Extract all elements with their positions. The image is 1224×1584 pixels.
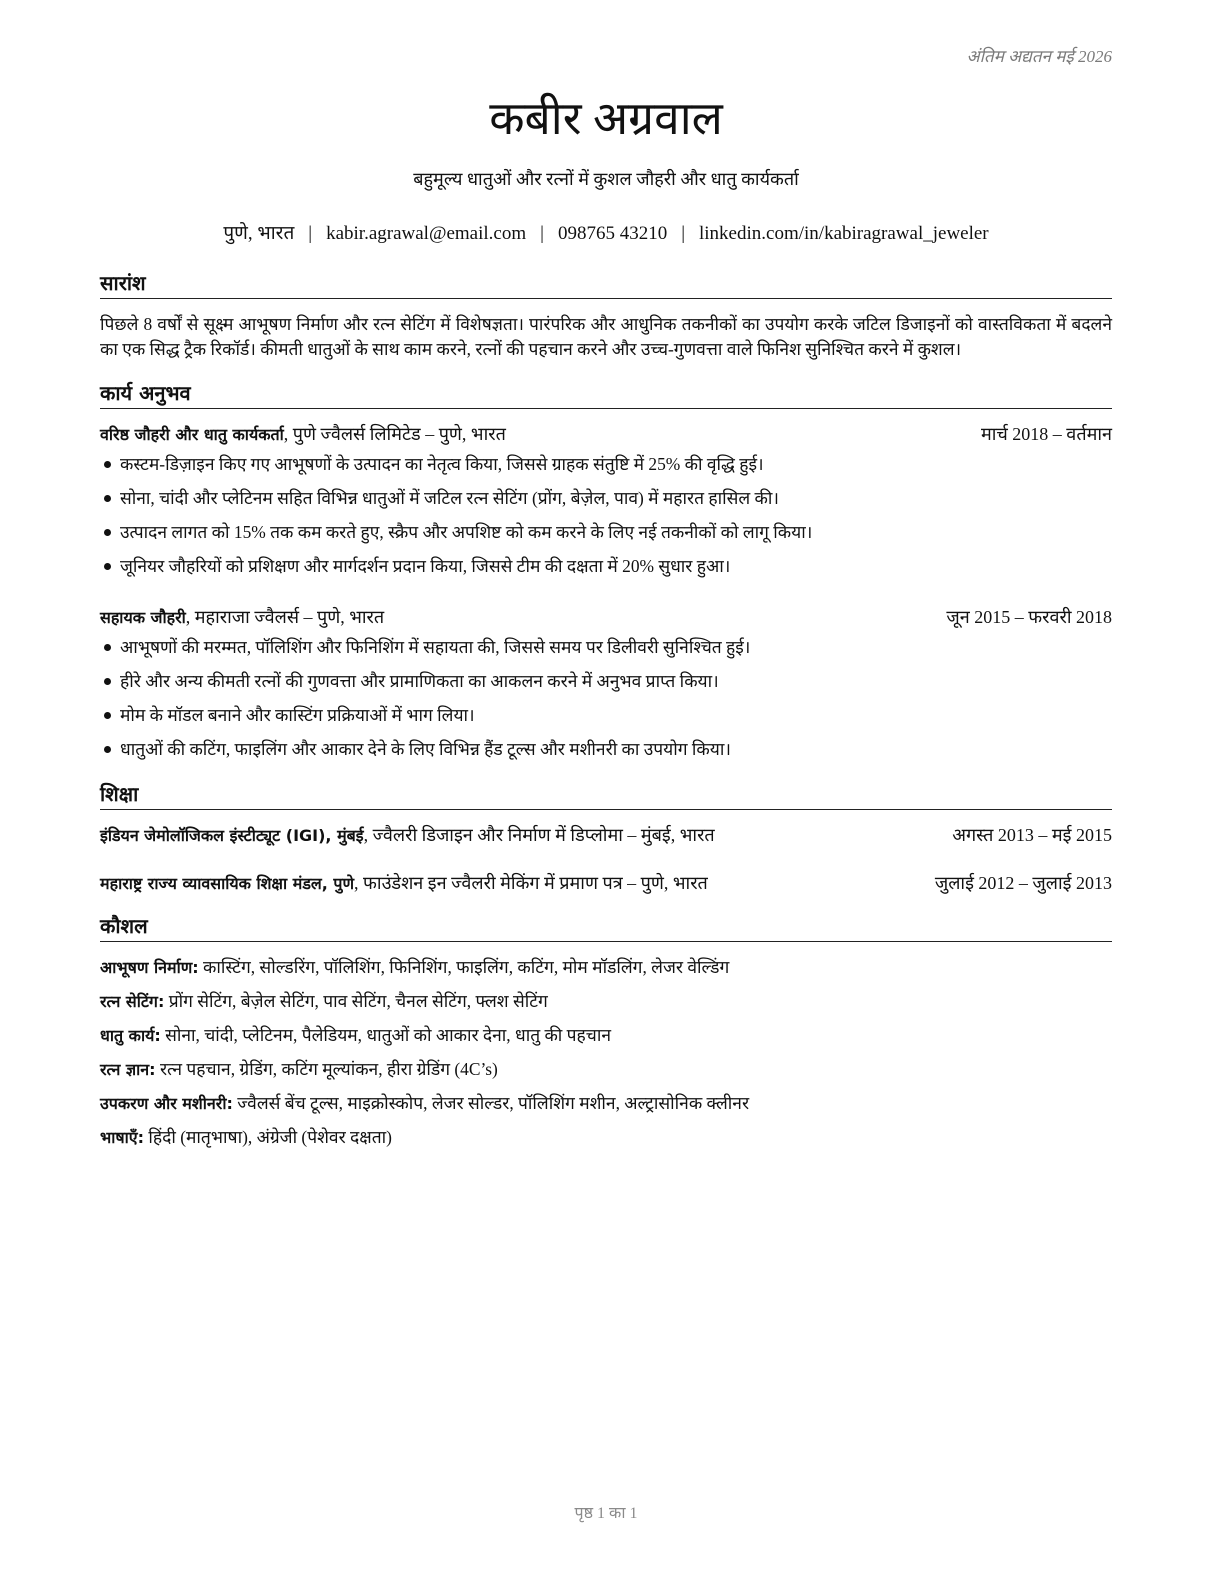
job-bullets: [100, 452, 1112, 588]
contact-separator: |: [681, 223, 685, 244]
education-line: [100, 871, 708, 896]
job-bullet: कस्टम-डिज़ाइन किए गए आभूषणों के उत्पादन का नेतृत्व किया, जिससे ग्राहक संतुष्टि में 25% की वृद्धि हुई।: [100, 452, 1112, 486]
education-line: [100, 823, 715, 848]
skill-row: [100, 1023, 1112, 1057]
skill-value: प्रोंग सेटिंग, बेज़ेल सेटिंग, पाव सेटिंग, चैनल सेटिंग, फ्लश सेटिंग: [164, 991, 548, 1011]
skill-value: सोना, चांदी, प्लेटिनम, पैलेडियम, धातुओं को आकार देना, धातु की पहचान: [160, 1025, 611, 1045]
education-entry: [100, 823, 1112, 848]
skill-label: भाषाएँ:: [100, 1128, 145, 1147]
skill-row: [100, 1057, 1112, 1091]
job-dates: मार्च 2018 – वर्तमान: [980, 424, 1112, 444]
contact-linkedin[interactable]: linkedin.com/in/kabiragrawal_jeweler: [699, 223, 989, 244]
skill-row: [100, 955, 1112, 989]
job-title: सहायक जौहरी: [100, 608, 186, 627]
education-institution: इंडियन जेमोलॉजिकल इंस्टीट्यूट (IGI), मुंबई: [100, 826, 364, 845]
skill-value: रत्न पहचान, ग्रेडिंग, कटिंग मूल्यांकन, हीरा ग्रेडिंग (4C’s): [155, 1059, 498, 1079]
skill-row: [100, 1091, 1112, 1125]
education-dates: जुलाई 2012 – जुलाई 2013: [934, 873, 1112, 893]
contact-separator: |: [540, 223, 544, 244]
job-bullets: [100, 635, 1112, 771]
job-bullet: मोम के मॉडल बनाने और कास्टिंग प्रक्रियाओं में भाग लिया।: [100, 703, 1112, 737]
job-dates: जून 2015 – फरवरी 2018: [946, 607, 1112, 627]
tagline: बहुमूल्य धातुओं और रत्नों में कुशल जौहरी और धातु कार्यकर्ता: [413, 169, 799, 189]
skill-value: हिंदी (मातृभाषा), अंग्रेजी (पेशेवर दक्षता): [144, 1127, 392, 1147]
job-bullet: हीरे और अन्य कीमती रत्नों की गुणवत्ता और प्रामाणिकता का आकलन करने में अनुभव प्राप्त किया।: [100, 669, 1112, 703]
summary-text: पिछले 8 वर्षों से सूक्ष्म आभूषण निर्माण और रत्न सेटिंग में विशेषज्ञता। पारंपरिक और आधुनिक तकनीकों का उपयोग करके जटिल डिजाइनों को वास्तविकता में बदलने का एक सिद्ध ट्रैक रिकॉर्ड। कीमती धातुओं के साथ काम करने, रत्नों की पहचान करने और उच्च-गुणवत्ता वाले फिनिश सुनिश्चित करने में कुशल।: [100, 314, 1112, 359]
job-org: , महाराजा ज्वैलर्स – पुणे, भारत: [185, 607, 385, 627]
contact-location: पुणे, भारत: [223, 223, 295, 244]
resume-page: [100, 0, 1112, 1584]
contact-line: [100, 219, 1112, 245]
skill-label: उपकरण और मशीनरी:: [100, 1094, 233, 1113]
job-bullet: उत्पादन लागत को 15% तक कम करते हुए, स्क्रैप और अपशिष्ट को कम करने के लिए नई तकनीकों को लागू किया।: [100, 520, 1112, 554]
skill-label: रत्न सेटिंग:: [100, 992, 165, 1011]
job-title-line: [100, 422, 506, 447]
job-bullet: सोना, चांदी और प्लेटिनम सहित विभिन्न धातुओं में जटिल रत्न सेटिंग (प्रोंग, बेज़ेल, पाव) में महारत हासिल की।: [100, 486, 1112, 520]
job-title-line: [100, 605, 384, 630]
candidate-name: कबीर अग्रवाल: [489, 93, 723, 144]
education-institution: महाराष्ट्र राज्य व्यावसायिक शिक्षा मंडल, पुणे: [100, 874, 355, 893]
skills-list: [100, 955, 1112, 1159]
skill-label: आभूषण निर्माण:: [100, 958, 199, 977]
education-entry: [100, 871, 1112, 896]
skill-label: धातु कार्य:: [100, 1026, 161, 1045]
job-bullet: जूनियर जौहरियों को प्रशिक्षण और मार्गदर्शन प्रदान किया, जिससे टीम की दक्षता में 20% सुधार हुआ।: [100, 554, 1112, 588]
job-header: [100, 605, 1112, 630]
section-title-experience: कार्य अनुभव: [100, 380, 1112, 409]
skill-value: ज्वैलर्स बेंच टूल्स, माइक्रोस्कोप, लेजर सोल्डर, पॉलिशिंग मशीन, अल्ट्रासोनिक क्लीनर: [232, 1093, 750, 1113]
job-header: [100, 422, 1112, 447]
section-title-summary: सारांश: [100, 270, 1112, 299]
skill-row: [100, 1125, 1112, 1159]
section-title-education: शिक्षा: [100, 781, 1112, 810]
contact-separator: |: [308, 223, 313, 244]
job-bullet: धातुओं की कटिंग, फाइलिंग और आकार देने के लिए विभिन्न हैंड टूल्स और मशीनरी का उपयोग किया।: [100, 737, 1112, 771]
contact-email[interactable]: kabir.agrawal@email.com: [326, 223, 527, 244]
skill-value: कास्टिंग, सोल्डरिंग, पॉलिशिंग, फिनिशिंग, फाइलिंग, कटिंग, मोम मॉडलिंग, लेजर वेल्डिंग: [198, 957, 730, 977]
job-bullet: आभूषणों की मरम्मत, पॉलिशिंग और फिनिशिंग में सहायता की, जिससे समय पर डिलीवरी सुनिश्चित हुई।: [100, 635, 1112, 669]
education-detail: , ज्वैलरी डिजाइन और निर्माण में डिप्लोमा – मुंबई, भारत: [363, 825, 715, 845]
education-detail: , फाउंडेशन इन ज्वैलरी मेकिंग में प्रमाण पत्र – पुणे, भारत: [354, 873, 708, 893]
education-dates: अगस्त 2013 – मई 2015: [952, 825, 1112, 845]
page-number: पृष्ठ 1 का 1: [574, 1505, 638, 1522]
job-title: वरिष्ठ जौहरी और धातु कार्यकर्ता: [100, 425, 284, 444]
contact-phone: 098765 43210: [557, 223, 668, 244]
skill-label: रत्न ज्ञान:: [100, 1060, 156, 1079]
skill-row: [100, 989, 1112, 1023]
section-title-skills: कौशल: [100, 913, 1112, 942]
last-updated: अंतिम अद्यतन मई 2026: [966, 47, 1112, 66]
job-org: , पुणे ज्वैलर्स लिमिटेड – पुणे, भारत: [283, 424, 506, 444]
